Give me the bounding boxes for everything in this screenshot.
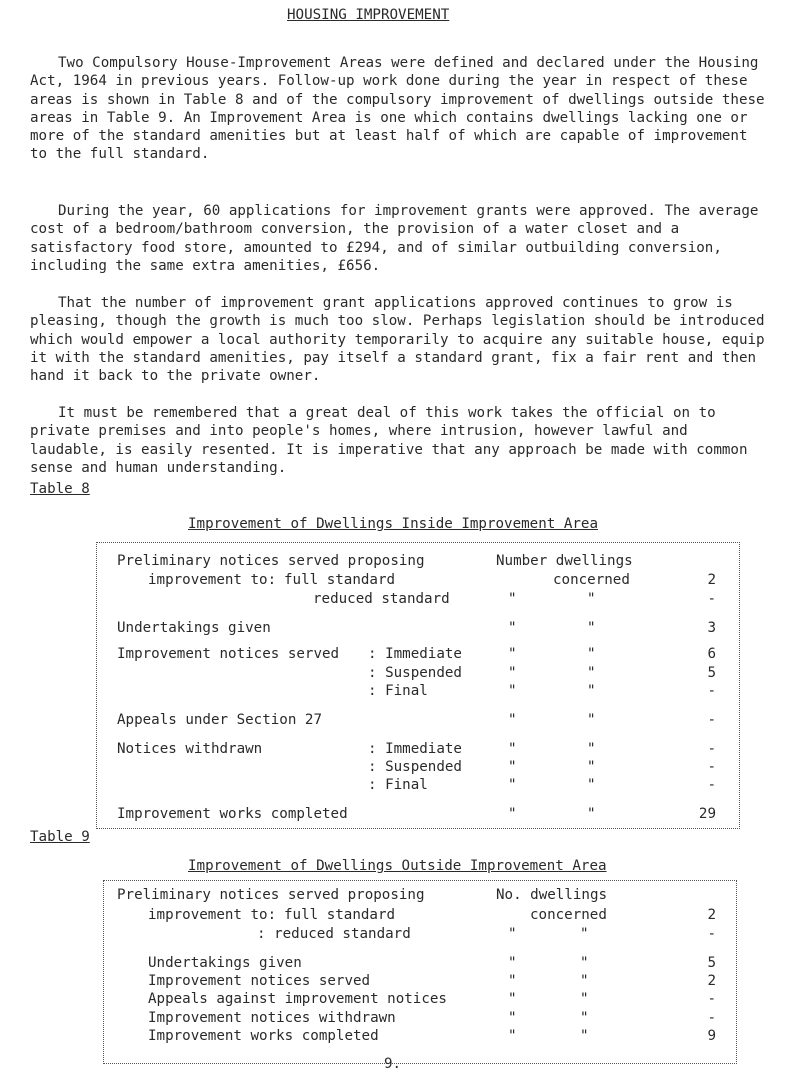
t8-header-right: Number dwellings bbox=[496, 553, 633, 569]
t9-ditto: " bbox=[508, 1028, 517, 1044]
paragraph-4-text: It must be remembered that a great deal of this work takes the official on to private premises and into people's homes, where intrusion, however lawful and laudable, is easily resented. It is imperative that any approach be made with common sense and human understanding. bbox=[30, 405, 748, 476]
t8-ins-label: Improvement notices served bbox=[117, 646, 340, 662]
t8-full-standard: full standard bbox=[284, 572, 396, 588]
t8-concerned: concerned bbox=[553, 572, 630, 588]
t9-ditto: " bbox=[580, 926, 589, 942]
t9-ditto: " bbox=[508, 991, 517, 1007]
t8-ditto: " bbox=[508, 620, 517, 636]
t9-full-standard: full standard bbox=[284, 907, 396, 923]
paragraph-2-text: During the year, 60 applications for improvement grants were approved. The average cost of a bedroom/bathroom conversion, the provision of a water closet and a satisfactory food store, amounted to £294, and of similar outbuilding conversion, including the same extra amenities, £656. bbox=[30, 203, 759, 274]
t9-completed-value: 9 bbox=[707, 1028, 716, 1044]
t8-withdrawn-immediate: : Immediate bbox=[368, 741, 462, 757]
t8-ditto: " bbox=[508, 665, 517, 681]
t9-withdrawn-value: - bbox=[707, 1010, 716, 1026]
t9-undertakings-label: Undertakings given bbox=[148, 955, 302, 971]
t8-ditto: " bbox=[508, 806, 517, 822]
t8-withdrawn-final: : Final bbox=[368, 777, 428, 793]
t8-ditto: " bbox=[508, 646, 517, 662]
t8-header-left2: improvement to: bbox=[148, 572, 277, 588]
t9-ditto: " bbox=[580, 1010, 589, 1026]
t8-undertakings-label: Undertakings given bbox=[117, 620, 271, 636]
t9-appeals-value: - bbox=[707, 991, 716, 1007]
t9-reduced-value: - bbox=[707, 926, 716, 942]
t9-header-right: No. dwellings bbox=[496, 887, 608, 903]
table8-label: Table 8 bbox=[30, 481, 90, 497]
t9-undertakings-value: 5 bbox=[707, 955, 716, 971]
t8-ditto: " bbox=[587, 591, 596, 607]
t9-ditto: " bbox=[580, 991, 589, 1007]
paragraph-3 bbox=[30, 294, 770, 385]
t8-ins-immediate-value: 6 bbox=[707, 646, 716, 662]
t8-ditto: " bbox=[587, 683, 596, 699]
t9-withdrawn-label: Improvement notices withdrawn bbox=[148, 1010, 396, 1026]
t9-appeals-label: Appeals against improvement notices bbox=[148, 991, 447, 1007]
t9-header-left: Preliminary notices served proposing bbox=[117, 887, 425, 903]
t8-ditto: " bbox=[587, 712, 596, 728]
t8-ditto: " bbox=[508, 741, 517, 757]
t8-completed-label: Improvement works completed bbox=[117, 806, 348, 822]
t9-ins-label: Improvement notices served bbox=[148, 973, 371, 989]
t8-ditto: " bbox=[587, 646, 596, 662]
paragraph-3-text: That the number of improvement grant applications approved continues to grow is pleasing, though the growth is much too slow. Perhaps legislation should be introduced which would empower a local authority temporarily to acquire any suitable house, equip it with the standard amenities, pay itself a standard grant, fix a fair rent and then hand it back to the private owner. bbox=[30, 295, 765, 385]
t8-ditto: " bbox=[587, 759, 596, 775]
t9-ditto: " bbox=[508, 926, 517, 942]
t8-ins-final: : Final bbox=[368, 683, 428, 699]
t9-ditto: " bbox=[580, 973, 589, 989]
t8-ditto: " bbox=[587, 777, 596, 793]
t8-ditto: " bbox=[508, 591, 517, 607]
paragraph-4 bbox=[30, 404, 770, 477]
t8-ins-final-value: - bbox=[707, 683, 716, 699]
t9-concerned: concerned bbox=[530, 907, 607, 923]
paragraph-1 bbox=[30, 54, 770, 164]
t8-ditto: " bbox=[587, 806, 596, 822]
page-number: 9. bbox=[384, 1056, 402, 1072]
t9-ditto: " bbox=[580, 1028, 589, 1044]
t8-appeals-label: Appeals under Section 27 bbox=[117, 712, 322, 728]
t8-full-value: 2 bbox=[707, 572, 716, 588]
t8-ditto: " bbox=[587, 741, 596, 757]
t8-ditto: " bbox=[587, 665, 596, 681]
t8-header-left: Preliminary notices served proposing bbox=[117, 553, 425, 569]
t8-ins-suspended-value: 5 bbox=[707, 665, 716, 681]
table8-title: Improvement of Dwellings Inside Improvement Area bbox=[188, 516, 598, 532]
t8-ditto: " bbox=[508, 759, 517, 775]
t8-ins-immediate: : Immediate bbox=[368, 646, 462, 662]
page-heading: HOUSING IMPROVEMENT bbox=[287, 7, 450, 23]
paragraph-1-text: Two Compulsory House-Improvement Areas were defined and declared under the Housing Act, 1964 in previous years. Follow-up work done during the year in respect of these areas is shown in Table 8 and of the compulsory improvement of dwellings outside these areas in Table 9. An Improvement Area is one which contains dwellings lacking one or more of the standard amenities but at least half of which are capable of improvement to the full standard. bbox=[30, 55, 765, 163]
t8-undertakings-value: 3 bbox=[707, 620, 716, 636]
t9-ditto: " bbox=[508, 973, 517, 989]
t9-completed-label: Improvement works completed bbox=[148, 1028, 379, 1044]
t9-ins-value: 2 bbox=[707, 973, 716, 989]
t8-ins-suspended: : Suspended bbox=[368, 665, 462, 681]
t8-ditto: " bbox=[508, 683, 517, 699]
table9-label: Table 9 bbox=[30, 829, 90, 845]
t9-reduced-label: : reduced standard bbox=[257, 926, 411, 942]
t9-header-left2: improvement to: bbox=[148, 907, 277, 923]
t8-appeals-value: - bbox=[707, 712, 716, 728]
t8-ditto: " bbox=[508, 777, 517, 793]
t9-ditto: " bbox=[580, 955, 589, 971]
t8-withdrawn-immediate-value: - bbox=[707, 741, 716, 757]
t9-full-value: 2 bbox=[707, 907, 716, 923]
t8-reduced-value: - bbox=[707, 591, 716, 607]
paragraph-2 bbox=[30, 202, 770, 275]
t8-withdrawn-suspended-value: - bbox=[707, 759, 716, 775]
t9-ditto: " bbox=[508, 955, 517, 971]
t8-ditto: " bbox=[508, 712, 517, 728]
t9-ditto: " bbox=[508, 1010, 517, 1026]
t8-reduced-label: reduced standard bbox=[313, 591, 450, 607]
t8-withdrawn-suspended: : Suspended bbox=[368, 759, 462, 775]
t8-withdrawn-final-value: - bbox=[707, 777, 716, 793]
table9-title: Improvement of Dwellings Outside Improvement Area bbox=[188, 858, 607, 874]
t8-withdrawn-label: Notices withdrawn bbox=[117, 741, 263, 757]
t8-ditto: " bbox=[587, 620, 596, 636]
t8-completed-value: 29 bbox=[698, 806, 716, 822]
